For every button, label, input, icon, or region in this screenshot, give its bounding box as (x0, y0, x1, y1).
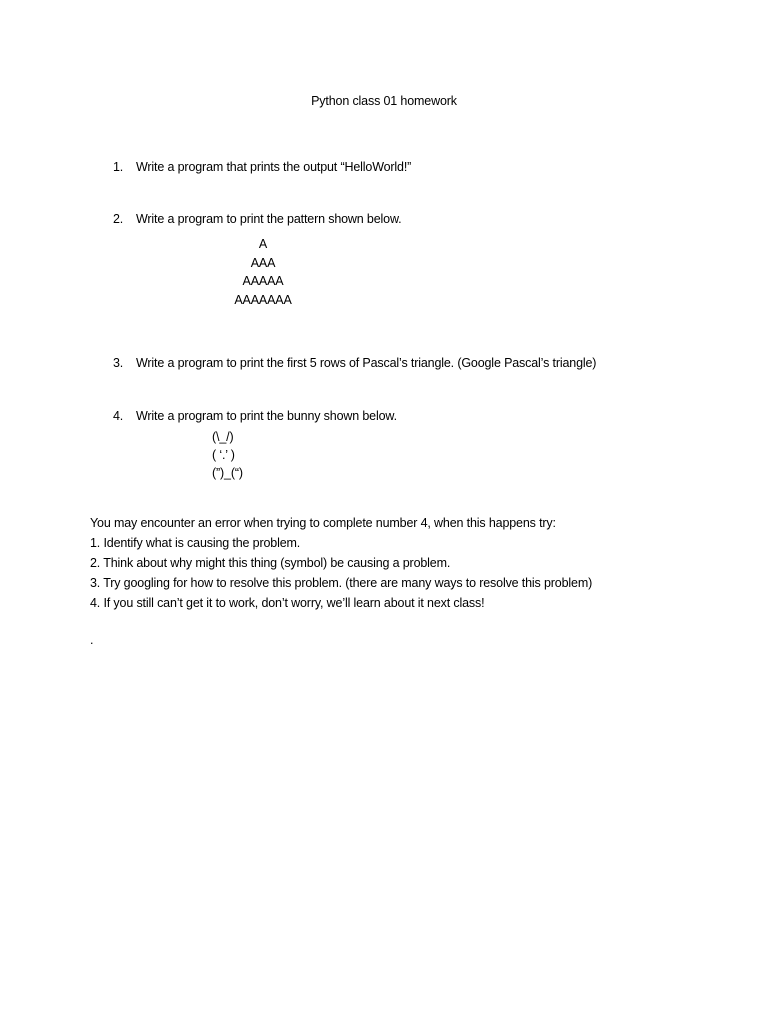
question-4 (113, 409, 397, 423)
notes-intro: You may encounter an error when trying to complete number 4, when this happens try: (90, 516, 556, 530)
question-number: 1. (113, 160, 124, 174)
notes-step: 3. Try googling for how to resolve this problem. (there are many ways to resolve this problem) (90, 576, 593, 590)
notes-step: 2. Think about why might this thing (symbol) be causing a problem. (90, 556, 451, 570)
pattern-line: A (258, 237, 268, 251)
troubleshooting-notes (90, 513, 592, 613)
question-text: Write a program to print the first 5 rows of Pascal’s triangle. (Google Pascal’s triangle) (136, 356, 597, 370)
pattern-line: AAAAA (242, 274, 284, 288)
question-number: 4. (113, 409, 124, 423)
pattern-line: AAA (250, 255, 276, 270)
bunny-line: (”)_(“) (212, 466, 243, 480)
pattern-line: AAAAAAA (234, 292, 292, 307)
question-text: Write a program to print the bunny shown below. (136, 409, 397, 423)
question-1 (113, 160, 411, 174)
question-2 (113, 212, 401, 226)
question-text: Write a program to print the pattern shown below. (136, 212, 402, 226)
bunny-line: (\_/) (212, 430, 234, 444)
trailing-dot: . (90, 633, 94, 647)
question-text: Write a program that prints the output “HelloWorld!” (136, 160, 412, 174)
question-number: 3. (113, 356, 124, 370)
notes-step: 4. If you still can’t get it to work, don’t worry, we’ll learn about it next class! (90, 596, 485, 610)
document-title: Python class 01 homework (311, 94, 457, 108)
bunny-line: ( ‘.’ ) (212, 448, 235, 462)
notes-step: 1. Identify what is causing the problem. (90, 536, 301, 550)
bunny-ascii-art (212, 428, 243, 482)
question-3 (113, 356, 596, 370)
question-number: 2. (113, 212, 124, 226)
triangle-pattern (213, 235, 313, 309)
